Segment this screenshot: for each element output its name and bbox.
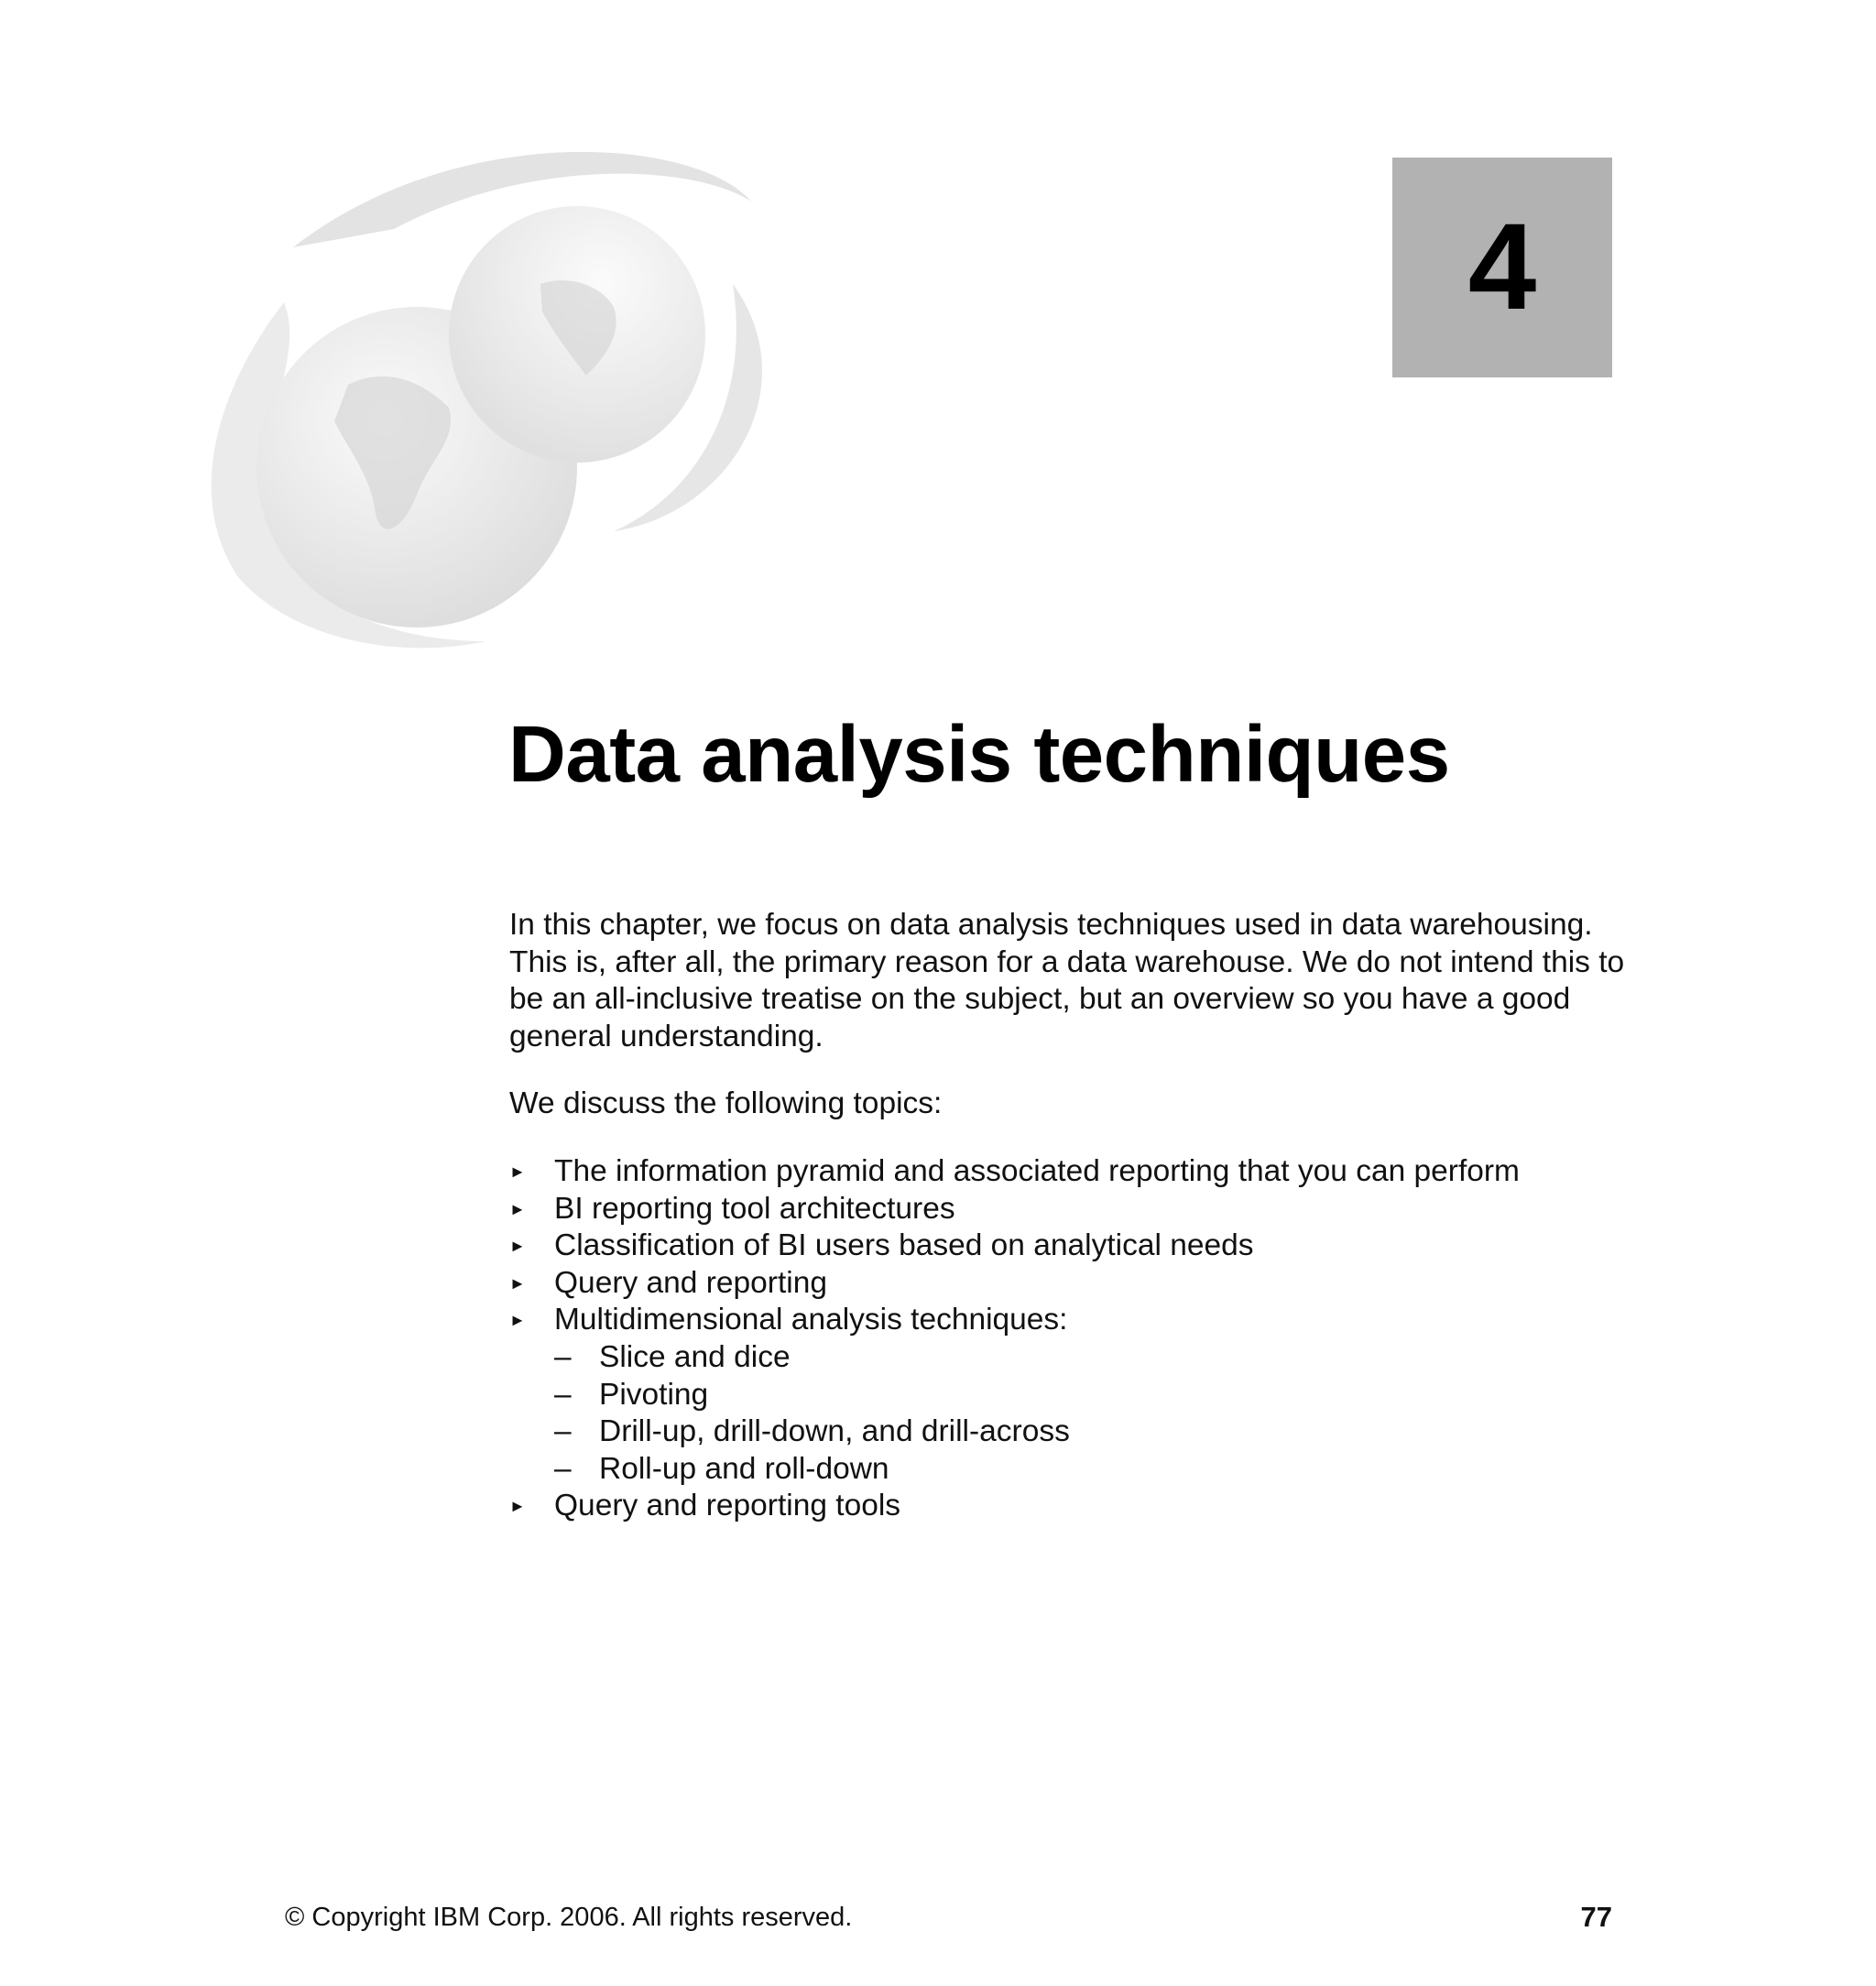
subtopic-list bbox=[554, 1339, 1627, 1488]
dash-marker: – bbox=[554, 1414, 572, 1449]
topic-text: The information pyramid and associated reporting that you can perform bbox=[554, 1153, 1520, 1188]
topic-list bbox=[509, 1153, 1627, 1525]
intro-paragraph: In this chapter, we focus on data analysis techniques used in data warehousing. This is, after all, the primary reason for a data warehouse. We do not intend this to be an all-inclusive treatise on the subject, but an overview so you have a good general understanding. bbox=[509, 908, 1625, 1053]
chapter-title: Data analysis techniques bbox=[508, 710, 1450, 799]
dash-marker: – bbox=[554, 1377, 572, 1412]
subtopic-item bbox=[554, 1451, 1627, 1489]
bullet-arrow-icon: ► bbox=[509, 1162, 526, 1181]
topic-text: Query and reporting tools bbox=[554, 1489, 901, 1523]
subtopic-text: Roll-up and roll-down bbox=[599, 1451, 889, 1486]
topic-item bbox=[509, 1191, 1627, 1228]
copyright-notice: © Copyright IBM Corp. 2006. All rights reserved. bbox=[285, 1903, 853, 1932]
subtopic-text: Slice and dice bbox=[599, 1339, 791, 1374]
chapter-number-box bbox=[1392, 158, 1612, 377]
topic-item bbox=[509, 1302, 1627, 1488]
topic-item bbox=[509, 1153, 1627, 1191]
bullet-arrow-icon: ► bbox=[509, 1273, 526, 1293]
globe-logo-icon bbox=[183, 147, 843, 678]
topic-text: Query and reporting bbox=[554, 1265, 827, 1300]
chapter-number: 4 bbox=[1467, 199, 1537, 335]
bullet-arrow-icon: ► bbox=[509, 1199, 526, 1218]
topic-text: Multidimensional analysis techniques: bbox=[554, 1303, 1068, 1337]
topics-lead: We discuss the following topics: bbox=[509, 1086, 943, 1121]
subtopic-item bbox=[554, 1413, 1627, 1451]
dash-marker: – bbox=[554, 1339, 572, 1374]
bullet-arrow-icon: ► bbox=[509, 1311, 526, 1330]
page-number: 77 bbox=[1580, 1901, 1612, 1933]
topic-text: Classification of BI users based on analytical needs bbox=[554, 1228, 1254, 1263]
chapter-body bbox=[509, 907, 1627, 1525]
bullet-arrow-icon: ► bbox=[509, 1237, 526, 1256]
subtopic-text: Pivoting bbox=[599, 1377, 709, 1412]
topic-item bbox=[509, 1265, 1627, 1303]
dash-marker: – bbox=[554, 1451, 572, 1486]
topic-item bbox=[509, 1228, 1627, 1265]
subtopic-item bbox=[554, 1339, 1627, 1377]
topic-item bbox=[509, 1488, 1627, 1525]
bullet-arrow-icon: ► bbox=[509, 1497, 526, 1516]
subtopic-item bbox=[554, 1377, 1627, 1414]
topic-text: BI reporting tool architectures bbox=[554, 1191, 955, 1226]
subtopic-text: Drill-up, drill-down, and drill-across bbox=[599, 1414, 1070, 1449]
